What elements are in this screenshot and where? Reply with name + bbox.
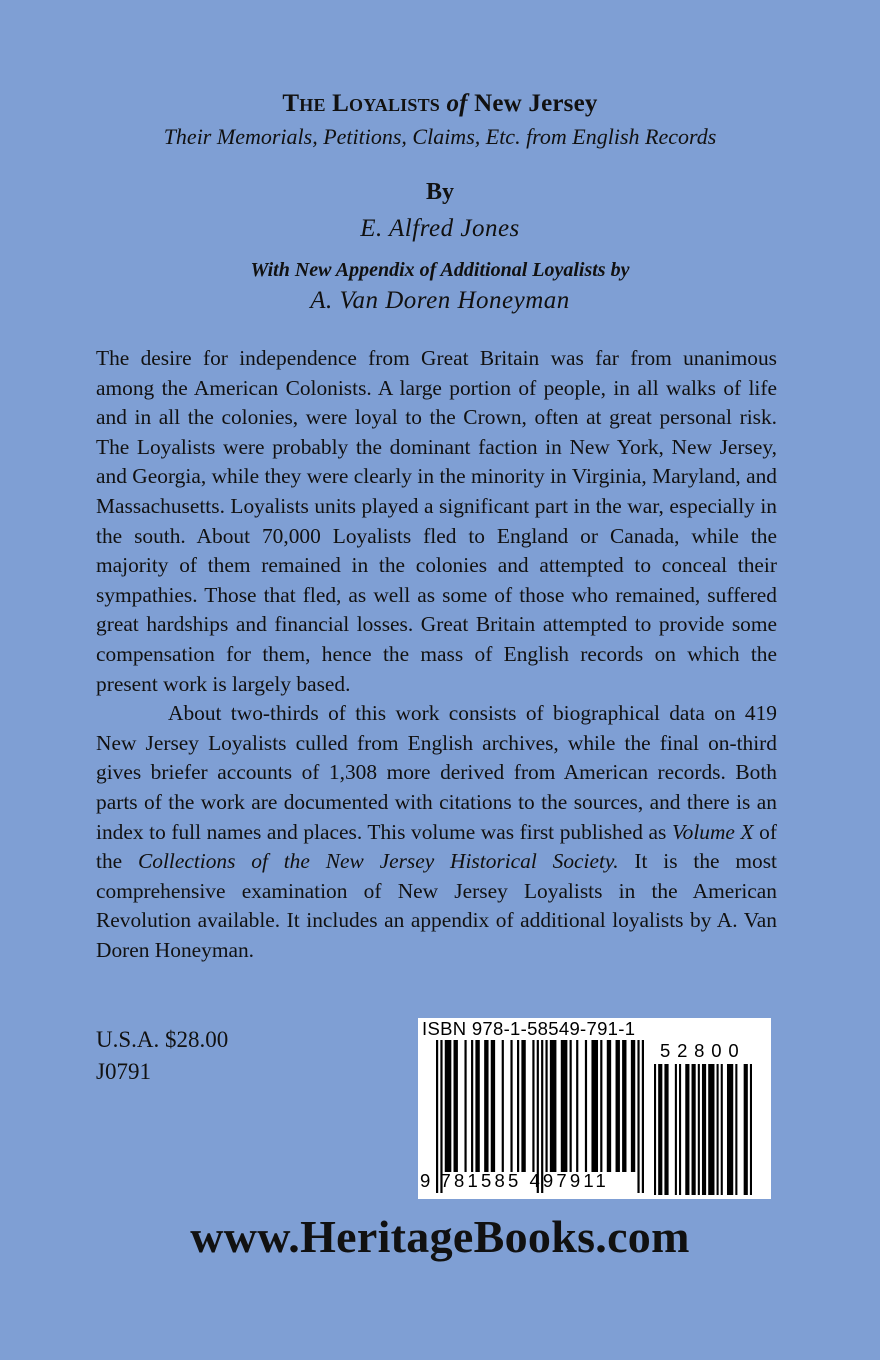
price-block xyxy=(96,1024,228,1088)
isbn-barcode xyxy=(418,1018,771,1199)
barcode-bar xyxy=(475,1040,479,1172)
barcode-bar xyxy=(750,1064,752,1195)
barcode-bar xyxy=(561,1040,568,1172)
isbn-label: ISBN 978-1-58549-791-1 xyxy=(422,1018,636,1039)
barcode-bar xyxy=(717,1064,719,1195)
volume-title: Volume X xyxy=(671,819,754,844)
barcode-bar xyxy=(658,1064,662,1195)
barcode-bar xyxy=(454,1040,458,1172)
barcode-bar xyxy=(654,1064,656,1195)
barcode-bar xyxy=(591,1040,598,1172)
barcode-bar xyxy=(600,1040,602,1172)
title-prefix: The Loyalists xyxy=(282,90,440,117)
title-suffix: New Jersey xyxy=(474,90,598,117)
barcode-digits-group-2: 497911 xyxy=(529,1170,609,1191)
barcode-bar xyxy=(570,1040,572,1172)
barcode-bar xyxy=(664,1064,668,1195)
barcode-bar xyxy=(616,1040,620,1172)
paragraph-2-text-3: It is the most comprehensive examination of New Jersey Loyalists in the American Revolution available. It includes an appendix of additional loyalists by A. Van Doren Honeyman. xyxy=(96,849,777,962)
barcode-bar xyxy=(510,1040,512,1172)
barcode-bar xyxy=(445,1040,452,1172)
price-amount: U.S.A. $28.00 xyxy=(96,1027,229,1052)
barcode-bar xyxy=(576,1040,578,1172)
barcode-bar xyxy=(585,1040,587,1172)
barcode-bar xyxy=(532,1040,534,1172)
barcode-bar xyxy=(679,1064,681,1195)
description-paragraph-2 xyxy=(96,699,777,965)
barcode-bar xyxy=(517,1040,519,1172)
appendix-line: With New Appendix of Additional Loyalists by xyxy=(250,259,630,281)
paragraph-2-text-1: About two-thirds of this work consists of biographical data on 419 New Jersey Loyalists culled from English archives, while the final on-third gives briefer accounts of 1,308 more derived from American records. Both parts of the work are documented with citations to the sources, and there is an index to full names and places. This volume was first published as xyxy=(96,701,777,844)
barcode-bar xyxy=(631,1040,635,1172)
publisher-website: www.HeritageBooks.com xyxy=(190,1211,690,1262)
barcode-bar xyxy=(502,1040,504,1172)
barcode-bar xyxy=(685,1064,689,1195)
barcode-bar xyxy=(735,1064,737,1195)
barcode-bar xyxy=(607,1040,611,1172)
barcode-bar xyxy=(521,1040,525,1172)
collections-title: Collections of the New Jersey Historical Society. xyxy=(137,849,619,874)
barcode-bar xyxy=(491,1040,495,1172)
barcode-digit-lead: 9 xyxy=(420,1170,434,1191)
barcode-bar xyxy=(744,1064,748,1195)
barcode-bar xyxy=(698,1064,700,1195)
barcode-digits-group-1: 781585 xyxy=(440,1170,522,1191)
barcode-digits xyxy=(420,1170,609,1192)
barcode-bar xyxy=(471,1040,473,1172)
barcode-bar xyxy=(550,1040,557,1172)
appendix-author: A. Van Doren Honeyman xyxy=(310,287,570,314)
author-name: E. Alfred Jones xyxy=(360,215,520,242)
paragraph-2-text-2: of the xyxy=(96,819,777,874)
barcode-bar xyxy=(622,1040,626,1172)
barcode-bar xyxy=(692,1064,696,1195)
product-code: J0791 xyxy=(96,1059,151,1084)
barcode-bar xyxy=(484,1040,488,1172)
description-text xyxy=(96,344,777,965)
book-subtitle: Their Memorials, Petitions, Claims, Etc. from English Records xyxy=(163,124,717,149)
cover-header xyxy=(0,88,880,318)
by-label: By xyxy=(425,179,454,205)
title-of: of xyxy=(446,90,468,117)
barcode-bar xyxy=(464,1040,466,1172)
barcode-bar xyxy=(675,1064,677,1195)
barcode-bar xyxy=(721,1064,723,1195)
book-title xyxy=(0,88,880,120)
price-addon-barcode-bars xyxy=(654,1064,752,1195)
barcode-bar xyxy=(702,1064,706,1195)
barcode-bar xyxy=(545,1040,547,1172)
barcode-bar xyxy=(727,1064,733,1195)
barcode-addon-digits: 52800 xyxy=(660,1040,746,1061)
description-paragraph-1: The desire for independence from Great Britain was far from unanimous among the American Colonists. A large portion of people, in all walks of life and in all the colonies, were loyal to the Crown, often at great personal risk. The Loyalists were probably the dominant faction in New York, New Jersey, and Georgia, while they were clearly in the minority in Virginia, Maryland, and Massachusetts. Loyalists units played a significant part in the war, especially in the south. About 70,000 Loyalists fled to England or Canada, while the majority of them remained in the colonies and attempted to conceal their sympathies. Those that fled, as well as some of those who remained, suffered great hardships and financial losses. Great Britain attempted to provide some compensation for them, hence the mass of English records on which the present work is largely based. xyxy=(96,346,777,696)
barcode-guard-bar xyxy=(637,1040,639,1193)
barcode-bar xyxy=(708,1064,714,1195)
barcode-guard-bar xyxy=(642,1040,644,1193)
